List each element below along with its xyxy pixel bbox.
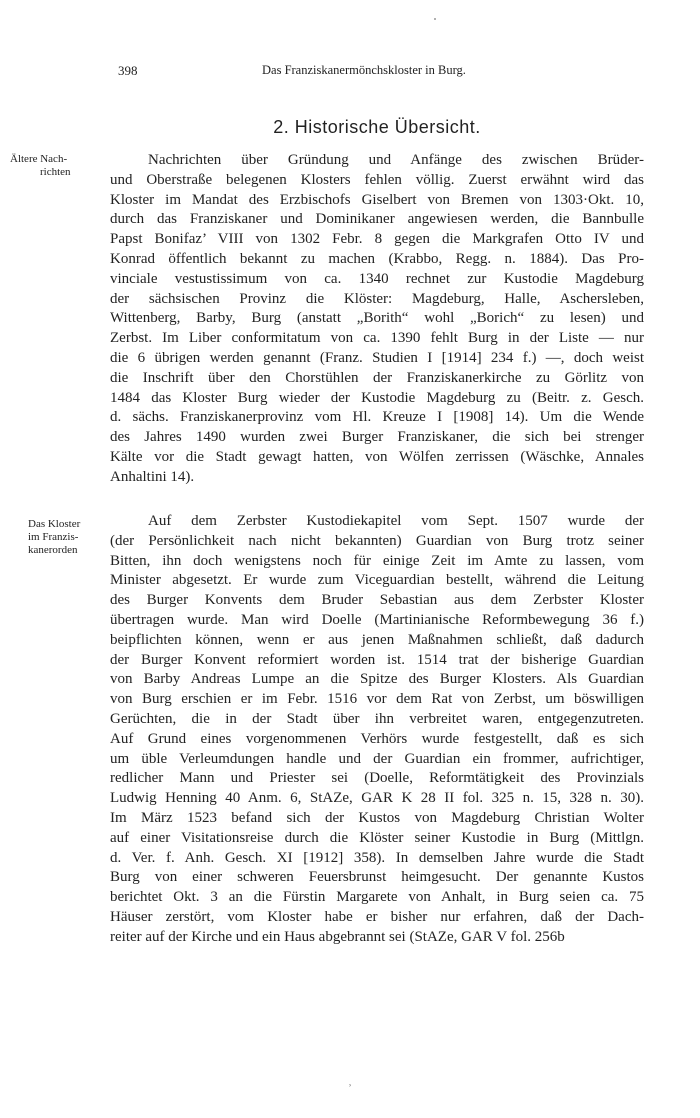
text-line: Häuser zerstört, vom Kloster habe er bisher nur erfahren, daß der Dach- bbox=[110, 908, 644, 925]
text-line: Anhaltini 14). bbox=[110, 468, 195, 485]
paragraph-history-early bbox=[110, 151, 644, 488]
running-title: Das Franziskanermönchskloster in Burg. bbox=[262, 63, 466, 77]
text-line: Kälte vor die Stadt gewagt hatten, von Wölfen zerrissen (Wäschke, Annales bbox=[110, 448, 644, 465]
text-line: Zerbst. Im Liber conformitatum von ca. 1390 fehlt Burg in der Liste — nur bbox=[110, 330, 644, 347]
margin-note-line: Ältere Nach- bbox=[10, 153, 68, 165]
text-line: reiter auf der Kirche und ein Haus abgebrannt sei (StAZe, GAR V fol. 256b bbox=[110, 928, 565, 945]
footer-mark: ˒ bbox=[348, 1076, 352, 1090]
margin-note-franciscan-order bbox=[28, 518, 108, 557]
text-line: Nachrichten über Gründung und Anfänge des zwischen Brüder- bbox=[148, 152, 644, 168]
text-line: von Burg erschien er im Febr. 1516 vor dem Rat von Zerbst, um böswilligen bbox=[110, 691, 644, 708]
text-line: die 6 übrigen werden genannt (Franz. Studien I [1914] 234 f.) —, doch weist bbox=[110, 349, 644, 366]
paragraph-kapitel-1507 bbox=[110, 512, 644, 948]
margin-note-line: Das Kloster bbox=[28, 518, 81, 530]
text-line: Im März 1523 befand sich der Kustos von Magdeburg Christian Wolter bbox=[110, 809, 644, 826]
text-line: (der Persönlichkeit nach nicht bekannten) Guardian von Burg trotz seiner bbox=[110, 532, 644, 549]
text-line: beipflichten können, wenn er aus jenen Maßnahmen schließt, daß dadurch bbox=[110, 631, 644, 648]
text-line: von Barby Andreas Lumpe an die Spitze des Burger Klosters. Als Guardian bbox=[110, 671, 644, 688]
margin-note-line: im Franzis- bbox=[28, 531, 79, 543]
text-line: Auf dem Zerbster Kustodiekapitel vom Sept. 1507 wurde der bbox=[148, 513, 644, 529]
text-line: Gerüchten, die in der Stadt über ihn verbreitet waren, entgegenzutreten. bbox=[110, 710, 644, 727]
text-line: und Oberstraße belegenen Klosters fehlen völlig. Zuerst erwähnt wird das bbox=[110, 171, 644, 188]
text-line: Kloster im Mandat des Erzbischofs Giselbert von Bremen von 1303·Okt. 10, bbox=[110, 191, 644, 208]
text-line: Ludwig Henning 40 Anm. 6, StAZe, GAR K 28 II fol. 325 n. 15, 328 n. 30). bbox=[110, 790, 644, 807]
text-line: Wittenberg, Barby, Burg (anstatt „Borith“ wohl „Borich“ zu lesen) und bbox=[110, 310, 644, 327]
text-line: Konrad öffentlich bekannt zu machen (Krabbo, Regg. n. 1884). Das Pro- bbox=[110, 250, 644, 267]
page-header bbox=[0, 63, 700, 83]
text-line: Minister abgesetzt. Er wurde zum Viceguardian bestellt, während die Leitung bbox=[110, 572, 644, 589]
text-line: Auf Grund eines vorgenommenen Verhörs wurde festgestellt, daß es sich bbox=[110, 730, 644, 747]
text-line: des Burger Konvents dem Bruder Sebastian aus dem Zerbster Kloster bbox=[110, 592, 644, 609]
text-line: der sächsischen Provinz die Klöster: Magdeburg, Halle, Aschersleben, bbox=[110, 290, 644, 307]
text-line: die Inschrift über den Chorstühlen der Franziskanerkirche zu Görlitz von bbox=[110, 369, 644, 386]
text-line: Bitten, ihn doch wenigstens noch für einige Zeit im Amte zu lassen, vom bbox=[110, 552, 644, 569]
margin-note-older-reports bbox=[10, 153, 108, 179]
text-line: d. sächs. Franziskanerprovinz vom Hl. Kreuze I [1908] 14). Um die Wende bbox=[110, 409, 644, 426]
text-line: der Burger Konvent reformiert worden ist. 1514 trat der bisherige Guardian bbox=[110, 651, 644, 668]
margin-note-line: kanerorden bbox=[28, 544, 78, 556]
text-line: auf einer Visitationsreise durch die Klöster seiner Kustodie in Burg (Mittlgn. bbox=[110, 829, 644, 846]
text-line: berichtet Okt. 3 an die Fürstin Margarete von Anhalt, in Burg seien ca. 75 bbox=[110, 889, 644, 906]
text-line: durch das Franziskaner und Dominikaner angewiesen werden, die Bannbulle bbox=[110, 211, 644, 228]
text-line: übertragen wurde. Man wird Doelle (Martinianische Reformbewegung 36 f.) bbox=[110, 611, 644, 628]
text-line: Papst Bonifaz’ VIII von 1302 Febr. 8 gegen die Markgrafen Otto IV und bbox=[110, 231, 644, 248]
text-line: d. Ver. f. Anh. Gesch. XI [1912] 358). In demselben Jahre wurde die Stadt bbox=[110, 849, 644, 866]
text-line: Burg von einer schweren Feuersbrunst heimgesucht. Der genannte Kustos bbox=[110, 869, 644, 886]
text-line: des Jahres 1490 wurden zwei Burger Franziskaner, die sich bei strenger bbox=[110, 429, 644, 446]
text-line: vinciale vestustissimum von ca. 1340 rechnet zur Kustodie Magdeburg bbox=[110, 270, 644, 287]
margin-note-line: richten bbox=[40, 166, 71, 178]
speck bbox=[434, 18, 436, 20]
text-line: 1484 das Kloster Burg wieder der Kustodie Magdeburg zu (Beitr. z. Gesch. bbox=[110, 389, 644, 406]
text-line: redlicher Mann und Priester sei (Doelle, Reformtätigkeit des Provinzials bbox=[110, 770, 644, 787]
page-number: 398 bbox=[118, 63, 138, 78]
section-title: 2. Historische Übersicht. bbox=[273, 117, 481, 137]
text-line: um üble Verleumdungen handle und der Guardian ein frommer, aufrichtiger, bbox=[110, 750, 644, 767]
